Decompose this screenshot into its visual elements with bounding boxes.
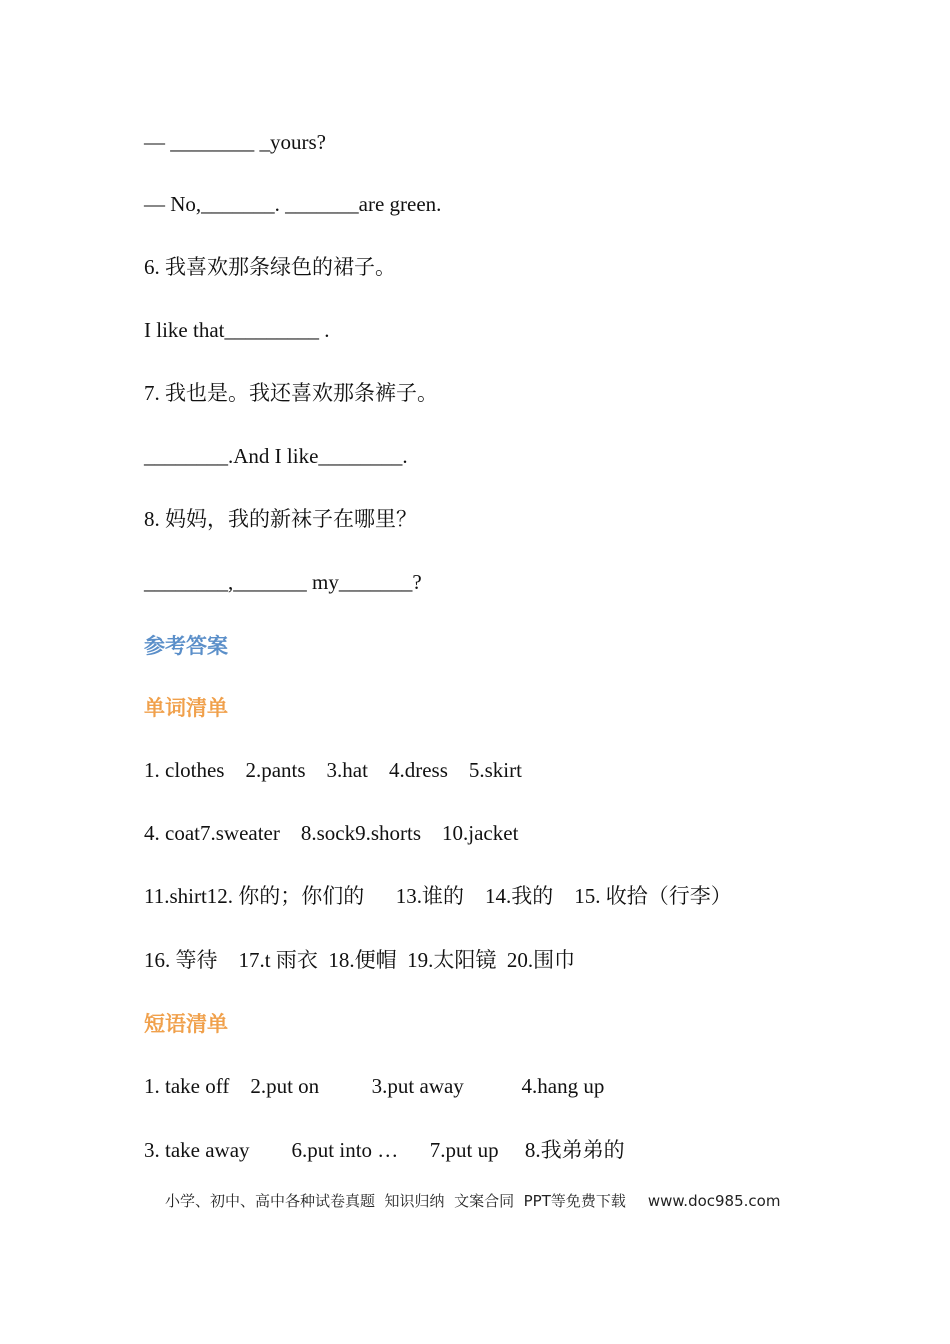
phrase-list-title: 短语清单 xyxy=(144,1012,228,1036)
word-list-line: 4. coat7.sweater 8.sock9.shorts 10.jacket xyxy=(144,821,519,845)
phrase-list-line: 1. take off 2.put on 3.put away 4.hang up xyxy=(144,1074,605,1098)
question-7-prompt: 7. 我也是。我还喜欢那条裤子。 xyxy=(144,381,438,405)
footer-url[interactable]: www.doc985.com xyxy=(647,1192,781,1210)
answers-title: 参考答案 xyxy=(144,634,228,658)
question-7-answer: ________.And I like________. xyxy=(144,444,408,468)
word-list-line: 1. clothes 2.pants 3.hat 4.dress 5.skirt xyxy=(144,758,522,782)
question-8-answer: ________,_______ my_______? xyxy=(144,570,422,594)
question-5-line-2: — No,_______. _______are green. xyxy=(144,192,442,216)
word-list-title: 单词清单 xyxy=(144,696,228,720)
question-5-line-1: — ________ _yours? xyxy=(144,130,326,154)
question-6-answer: I like that_________ . xyxy=(144,318,330,342)
word-list-line: 11.shirt12. 你的；你们的 13.谁的 14.我的 15. 收拾（行李） xyxy=(144,884,732,908)
question-6-prompt: 6. 我喜欢那条绿色的裙子。 xyxy=(144,255,396,279)
word-list-line: 16. 等待 17.t 雨衣 18.便帽 19.太阳镜 20.围巾 xyxy=(144,948,576,972)
phrase-list-line: 3. take away 6.put into … 7.put up 8.我弟弟的 xyxy=(144,1138,625,1162)
footer-text: 小学、初中、高中各种试卷真题 知识归纳 文案合同 PPT等免费下载 xyxy=(165,1192,626,1210)
question-8-prompt: 8. 妈妈，我的新袜子在哪里？ xyxy=(144,507,417,531)
page-footer xyxy=(165,1191,780,1211)
